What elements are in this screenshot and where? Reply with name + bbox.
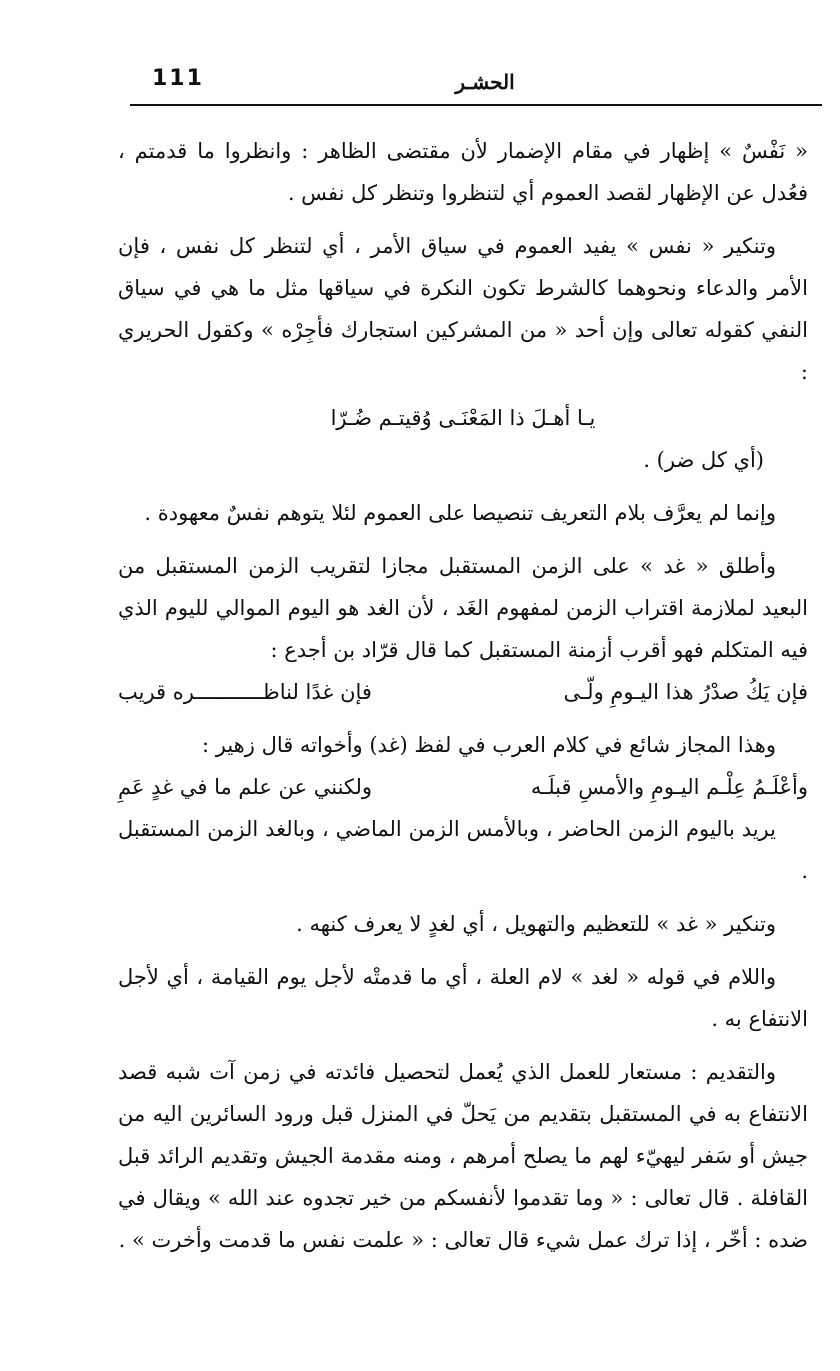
paragraph-2: وتنكير « نفس » يفيد العموم في سياق الأمر ، أي لتنظر كل نفس ، فإن الأمر والدعاء ونحوهما كالشرط تكون النكرة في سياقها مثل ما هي في سياق النفي كقوله تعالى وإن أحد « من المشركين استجارك فأجِرْه » وكقول الحريري : [118, 234, 808, 384]
verse-hariri: يـا أهـلَ ذا المَعْنَـى وُقيتـم ضُـرّا [330, 406, 596, 430]
page-header [130, 62, 822, 106]
verse-qurrad [118, 671, 808, 713]
running-title: الحشـر [455, 70, 515, 94]
paragraph-4: وأطلق « غد » على الزمن المستقبل مجازا لتقريب الزمن المستقبل من البعيد لملازمة اقتراب الزمن لمفهوم الغَد ، لأن الغد هو اليوم الموالي لليوم الذي فيه المتكلم فهو أقرب أزمنة المستقبل كما قال قرّاد بن أجدع : [118, 554, 808, 662]
verse-zuhair-second-hemistich: ولكنني عن علم ما في غدٍ عَمِ [118, 775, 373, 799]
paragraph-5: وهذا المجاز شائع في كلام العرب في لفظ (غد) وأخواته قال زهير : [202, 733, 776, 757]
verse-zuhair [118, 766, 808, 808]
paragraph-8: واللام في قوله « لغد » لام العلة ، أي ما قدمتْه لأجل يوم القيامة ، أي لأجل الانتفاع به . [118, 965, 808, 1031]
paragraph-7: وتنكير « غد » للتعظيم والتهويل ، أي لغدٍ لا يعرف كنهه . [296, 912, 776, 936]
paragraph-9: والتقديم : مستعار للعمل الذي يُعمل لتحصيل فائدته في زمن آت شبه قصد الانتفاع به في المستقبل بتقديم من يَحلّ في المنزل قبل ورود السائرين اليه من جيش أو سَفر ليهيّء لهم ما يصلح أمرهم ، ومنه مقدمة الجيش وتقديم الرائد قبل القافلة . قال تعالى : « وما تقدموا لأنفسكم من خير تجدوه عند الله » ويقال في ضده : أخّر ، إذا ترك عمل شيء قال تعالى : « علمت نفس ما قدمت وأخرت » . [118, 1060, 808, 1252]
verse-note: (أي كل ضر) . [643, 448, 764, 472]
paragraph-1: « نَفْسٌ » إظهار في مقام الإضمار لأن مقتضى الظاهر : وانظروا ما قدمتم ، فعُدل عن الإظهار لقصد العموم أي لتنظروا وتنظر كل نفس . [118, 139, 808, 205]
page-body [118, 130, 808, 1261]
page-number: 111 [152, 66, 204, 91]
verse-qurrad-second-hemistich: فإن غدًا لناظـــــــــــره قريب [118, 680, 372, 704]
paragraph-3: وإنما لم يعرَّف بلام التعريف تنصيصا على العموم لئلا يتوهم نفسٌ معهودة . [144, 501, 776, 525]
verse-qurrad-first-hemistich: فإن يَكُ صدْرُ هذا اليـومِ ولّـى [563, 680, 808, 704]
paragraph-6: يريد باليوم الزمن الحاضر ، وبالأمس الزمن الماضي ، وبالغد الزمن المستقبل . [118, 817, 808, 883]
verse-zuhair-first-hemistich: وأعْلَـمُ عِلْـم اليـومِ والأمسِ قبلَـه [530, 775, 808, 799]
